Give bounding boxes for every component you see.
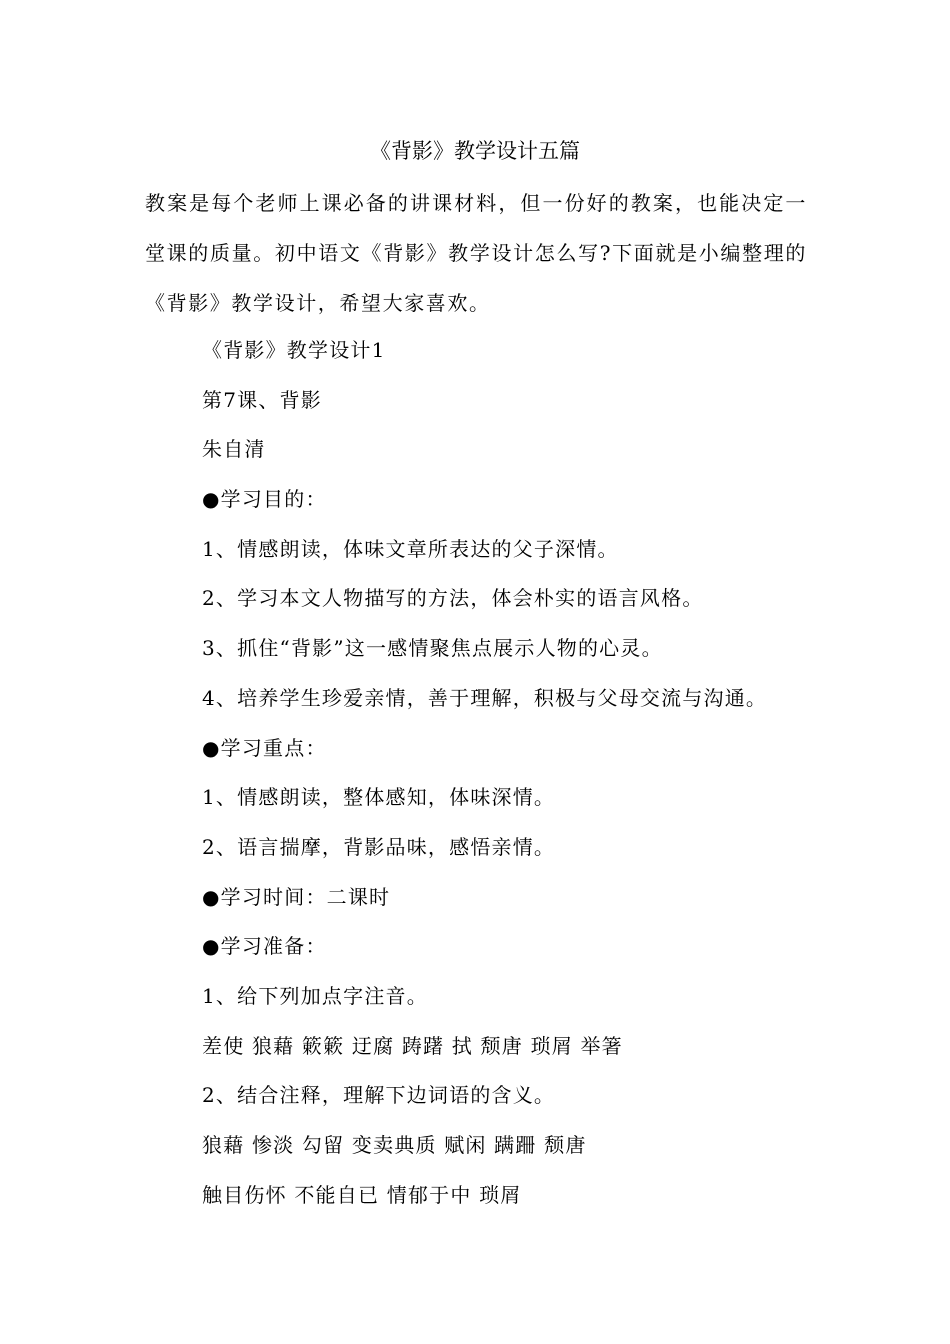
goals-heading: ●学习目的： — [202, 487, 327, 512]
goal-item: 1、情感朗读，体味文章所表达的父子深情。 — [202, 536, 619, 561]
focus-item: 1、情感朗读，整体感知，体味深情。 — [202, 785, 556, 810]
prep-heading: ●学习准备： — [202, 934, 327, 959]
document-title: 《背影》教学设计五篇 — [370, 139, 580, 163]
body-lines — [202, 326, 822, 1220]
word-list: 差使 狼藉 簌簌 迂腐 踌躇 拭 颓唐 琐屑 举箸 — [202, 1033, 623, 1058]
section-heading: 《背影》教学设计1 — [202, 338, 386, 362]
word-list: 触目伤怀 不能自已 情郁于中 琐屑 — [202, 1182, 522, 1207]
goal-item: 4、培养学生珍爱亲情，善于理解，积极与父母交流与沟通。 — [202, 685, 768, 710]
intro-paragraph: 教案是每个老师上课必备的讲课材料，但一份好的教案，也能决定一堂课的质量。初中语文《背影》教学设计怎么写?下面就是小编整理的《背影》教学设计，希望大家喜欢。 — [145, 191, 807, 315]
word-list: 狼藉 惨淡 勾留 变卖典质 赋闲 蹒跚 颓唐 — [202, 1133, 587, 1157]
time-line: ●学习时间：二课时 — [202, 884, 391, 909]
goal-item: 3、抓住“背影”这一感情聚焦点展示人物的心灵。 — [202, 636, 663, 661]
prep-item: 1、给下列加点字注音。 — [202, 983, 428, 1008]
prep-item: 2、结合注释，理解下边词语的含义。 — [202, 1083, 556, 1108]
lesson-title: 第7课、背影 — [202, 387, 322, 412]
focus-item: 2、语言揣摩，背影品味，感悟亲情。 — [202, 834, 556, 859]
focus-heading: ●学习重点： — [202, 735, 327, 760]
author-name: 朱自清 — [202, 437, 266, 462]
goal-item: 2、学习本文人物描写的方法，体会朴实的语言风格。 — [202, 586, 704, 611]
